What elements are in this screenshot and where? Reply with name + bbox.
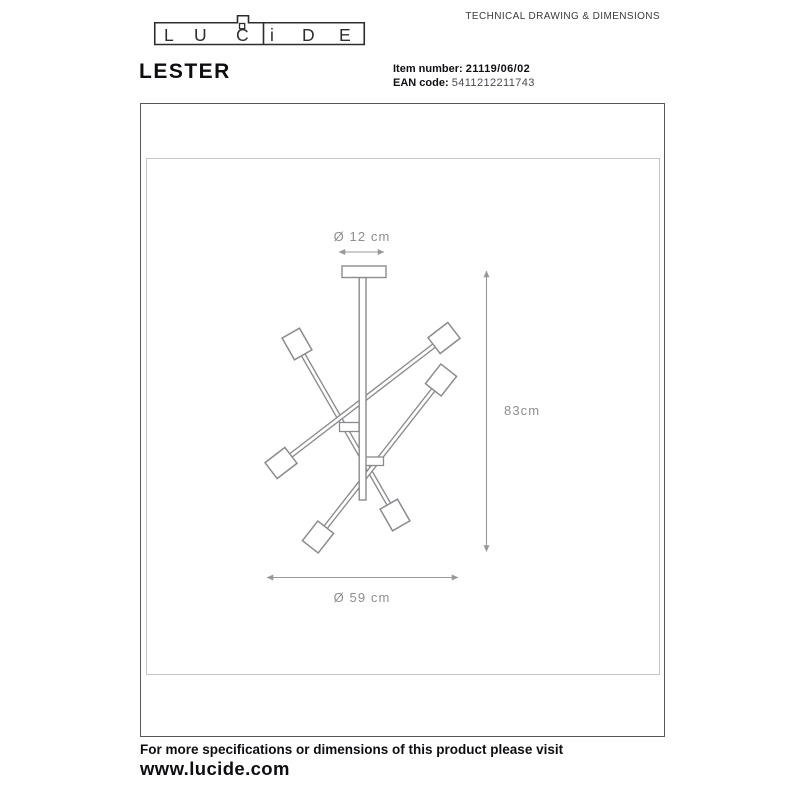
website-url: www.lucide.com [140, 758, 290, 779]
footer-note: For more specifications or dimensions of this product please visit [140, 742, 564, 757]
logo-letter: E [339, 25, 351, 45]
lucide-logo [150, 11, 368, 53]
logo-box-outline [155, 16, 365, 45]
logo-letter: i [270, 25, 274, 45]
item-number-row [393, 62, 535, 76]
logo-letter: D [302, 25, 315, 45]
technical-drawing [146, 158, 660, 675]
logo-letter: C [236, 25, 249, 45]
dim-label-canopy: Ø 12 cm [333, 229, 391, 244]
lamp-head [282, 328, 312, 360]
product-name: LESTER [139, 60, 231, 83]
ean-label: EAN code: [393, 77, 449, 89]
logo-letter: L [164, 25, 174, 45]
ceiling-canopy [342, 266, 386, 278]
item-number-label: Item number: [393, 63, 463, 75]
doc-title: TECHNICAL DRAWING & DIMENSIONS [465, 11, 660, 22]
ean-value: 5411212211743 [451, 77, 535, 89]
ceiling-rod [359, 278, 366, 501]
rod-bracket [340, 423, 360, 432]
logo-letter: U [194, 25, 207, 45]
dim-label-height: 83cm [504, 403, 541, 418]
lamp-head [380, 499, 410, 531]
rod-bracket [366, 457, 384, 466]
item-number-value: 21119/06/02 [465, 63, 531, 75]
product-codes [393, 62, 535, 90]
dim-label-width: Ø 59 cm [333, 590, 391, 605]
ean-row [393, 76, 535, 90]
